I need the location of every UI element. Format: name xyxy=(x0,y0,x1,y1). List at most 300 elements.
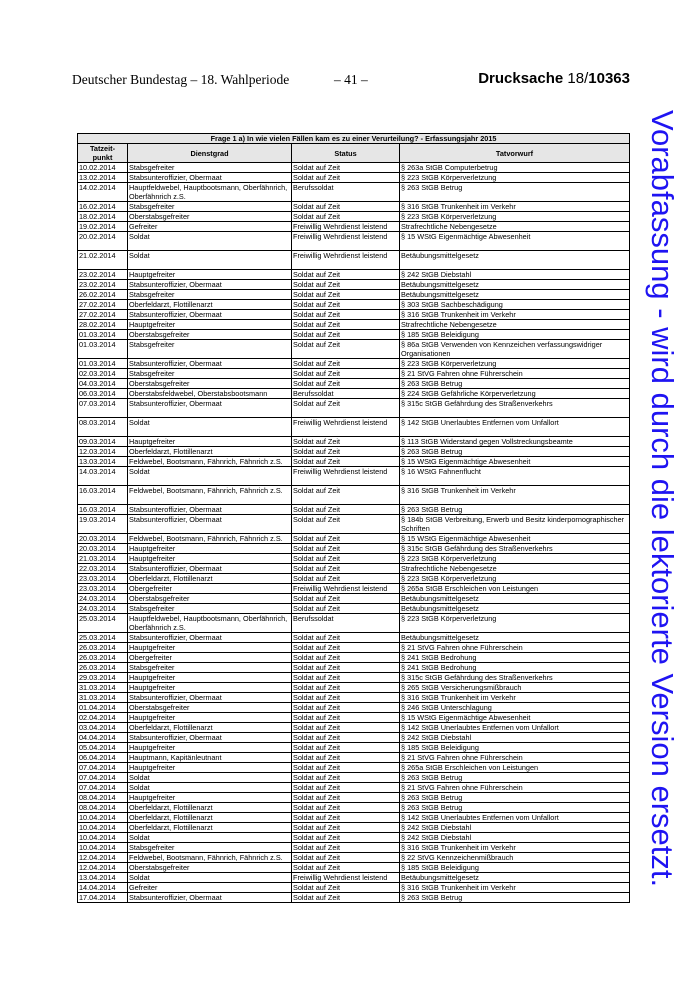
table-row xyxy=(78,743,630,753)
offense-cell: § 315c StGB Gefährdung des Straßenverkehrs xyxy=(400,399,630,418)
table-row xyxy=(78,723,630,733)
table-row xyxy=(78,212,630,222)
status-cell: Soldat auf Zeit xyxy=(292,893,400,903)
offense-cell: § 15 WStG Eigenmächtige Abwesenheit xyxy=(400,534,630,544)
status-cell: Soldat auf Zeit xyxy=(292,486,400,505)
rank-cell: Soldat xyxy=(128,773,292,783)
rank-cell: Hauptgefreiter xyxy=(128,673,292,683)
table-row xyxy=(78,515,630,534)
rank-cell: Oberfeldarzt, Flottillenarzt xyxy=(128,447,292,457)
table-row xyxy=(78,803,630,813)
offense-cell: § 265a StGB Erschleichen von Leistungen xyxy=(400,763,630,773)
date-cell: 12.04.2014 xyxy=(78,863,128,873)
rank-cell: Oberfeldarzt, Flottillenarzt xyxy=(128,813,292,823)
status-cell: Soldat auf Zeit xyxy=(292,300,400,310)
date-cell: 26.03.2014 xyxy=(78,653,128,663)
date-cell: 20.03.2014 xyxy=(78,544,128,554)
rank-cell: Oberstabsgefreiter xyxy=(128,330,292,340)
date-cell: 20.02.2014 xyxy=(78,232,128,251)
offense-cell: § 263 StGB Betrug xyxy=(400,773,630,783)
date-cell: 10.02.2014 xyxy=(78,163,128,173)
table-row xyxy=(78,418,630,437)
table-row xyxy=(78,173,630,183)
offense-cell: § 316 StGB Trunkenheit im Verkehr xyxy=(400,486,630,505)
rank-cell: Gefreiter xyxy=(128,222,292,232)
date-cell: 20.03.2014 xyxy=(78,534,128,544)
status-cell: Soldat auf Zeit xyxy=(292,673,400,683)
rank-cell: Hauptgefreiter xyxy=(128,743,292,753)
table-row xyxy=(78,763,630,773)
status-cell: Soldat auf Zeit xyxy=(292,564,400,574)
status-cell: Soldat auf Zeit xyxy=(292,743,400,753)
status-cell: Soldat auf Zeit xyxy=(292,863,400,873)
date-cell: 02.03.2014 xyxy=(78,369,128,379)
date-cell: 26.02.2014 xyxy=(78,290,128,300)
document-number xyxy=(478,70,630,87)
table-row xyxy=(78,683,630,693)
status-cell: Soldat auf Zeit xyxy=(292,793,400,803)
table-row xyxy=(78,574,630,584)
offense-cell: § 184b StGB Verbreitung, Erwerb und Besitz kinderpornographischer Schriften xyxy=(400,515,630,534)
rank-cell: Soldat xyxy=(128,251,292,270)
offense-cell: § 223 StGB Körperverletzung xyxy=(400,359,630,369)
table-row xyxy=(78,673,630,683)
table-row xyxy=(78,202,630,212)
offense-cell: § 315c StGB Gefährdung des Straßenverkehrs xyxy=(400,673,630,683)
offense-cell: § 21 StVG Fahren ohne Führerschein xyxy=(400,753,630,763)
table-row xyxy=(78,793,630,803)
table-row xyxy=(78,447,630,457)
table-row xyxy=(78,604,630,614)
table-row xyxy=(78,703,630,713)
offense-cell: § 242 StGB Diebstahl xyxy=(400,270,630,280)
date-cell: 13.04.2014 xyxy=(78,873,128,883)
table-row xyxy=(78,693,630,703)
table-row xyxy=(78,753,630,763)
status-cell: Soldat auf Zeit xyxy=(292,663,400,673)
status-cell: Soldat auf Zeit xyxy=(292,290,400,300)
rank-cell: Stabsgefreiter xyxy=(128,843,292,853)
offense-cell: Betäubungsmittelgesetz xyxy=(400,290,630,300)
status-cell: Soldat auf Zeit xyxy=(292,359,400,369)
watermark-text: Vorabfassung - wird durch die lektorierte Version ersetzt. xyxy=(645,110,680,888)
rank-cell: Stabsunteroffizier, Obermaat xyxy=(128,173,292,183)
date-cell: 13.02.2014 xyxy=(78,173,128,183)
offense-cell: § 142 StGB Unerlaubtes Entfernen vom Unfallort xyxy=(400,723,630,733)
table-row xyxy=(78,163,630,173)
status-cell: Soldat auf Zeit xyxy=(292,783,400,793)
offense-cell: § 16 WStG Fahnenflucht xyxy=(400,467,630,486)
status-cell: Soldat auf Zeit xyxy=(292,763,400,773)
status-cell: Soldat auf Zeit xyxy=(292,733,400,743)
date-cell: 21.02.2014 xyxy=(78,251,128,270)
status-cell: Soldat auf Zeit xyxy=(292,212,400,222)
offense-cell: § 86a StGB Verwenden von Kennzeichen verfassungswidriger Organisationen xyxy=(400,340,630,359)
offense-cell: Strafrechtliche Nebengesetze xyxy=(400,320,630,330)
status-cell: Soldat auf Zeit xyxy=(292,773,400,783)
date-cell: 14.02.2014 xyxy=(78,183,128,202)
date-cell: 10.04.2014 xyxy=(78,813,128,823)
date-cell: 29.03.2014 xyxy=(78,673,128,683)
page-number: – 41 – xyxy=(334,72,368,87)
status-cell: Soldat auf Zeit xyxy=(292,544,400,554)
date-cell: 25.03.2014 xyxy=(78,614,128,633)
rank-cell: Hauptgefreiter xyxy=(128,554,292,564)
status-cell: Soldat auf Zeit xyxy=(292,594,400,604)
status-cell: Soldat auf Zeit xyxy=(292,280,400,290)
table-row xyxy=(78,340,630,359)
table-row xyxy=(78,359,630,369)
offense-cell: § 224 StGB Gefährliche Körperverletzung xyxy=(400,389,630,399)
page-header xyxy=(72,70,630,92)
date-cell: 24.03.2014 xyxy=(78,604,128,614)
rank-cell: Hauptgefreiter xyxy=(128,683,292,693)
date-cell: 31.03.2014 xyxy=(78,683,128,693)
offense-cell: § 315c StGB Gefährdung des Straßenverkehrs xyxy=(400,544,630,554)
rank-cell: Stabsunteroffizier, Obermaat xyxy=(128,733,292,743)
offense-cell: § 223 StGB Körperverletzung xyxy=(400,212,630,222)
status-cell: Soldat auf Zeit xyxy=(292,833,400,843)
rank-cell: Stabsunteroffizier, Obermaat xyxy=(128,399,292,418)
offense-cell: Betäubungsmittelgesetz xyxy=(400,594,630,604)
convictions-table xyxy=(77,133,630,903)
offense-cell: § 316 StGB Trunkenheit im Verkehr xyxy=(400,202,630,212)
offense-cell: § 263 StGB Betrug xyxy=(400,893,630,903)
offense-cell: § 246 StGB Unterschlagung xyxy=(400,703,630,713)
rank-cell: Stabsgefreiter xyxy=(128,340,292,359)
table-row xyxy=(78,232,630,251)
date-cell: 06.03.2014 xyxy=(78,389,128,399)
status-cell: Freiwillig Wehrdienst leistend xyxy=(292,873,400,883)
date-cell: 07.04.2014 xyxy=(78,773,128,783)
rank-cell: Soldat xyxy=(128,418,292,437)
offense-cell: Betäubungsmittelgesetz xyxy=(400,873,630,883)
table-title: Frage 1 a) In wie vielen Fällen kam es zu einer Verurteilung? - Erfassungsjahr 2015 xyxy=(78,134,630,144)
status-cell: Soldat auf Zeit xyxy=(292,693,400,703)
rank-cell: Stabsunteroffizier, Obermaat xyxy=(128,359,292,369)
table-row xyxy=(78,310,630,320)
rank-cell: Oberstabsfeldwebel, Oberstabsbootsmann xyxy=(128,389,292,399)
table-row xyxy=(78,873,630,883)
offense-cell: § 185 StGB Beleidigung xyxy=(400,743,630,753)
date-cell: 13.03.2014 xyxy=(78,457,128,467)
status-cell: Soldat auf Zeit xyxy=(292,515,400,534)
rank-cell: Hauptmann, Kapitänleutnant xyxy=(128,753,292,763)
rank-cell: Oberstabsgefreiter xyxy=(128,594,292,604)
status-cell: Soldat auf Zeit xyxy=(292,399,400,418)
offense-cell: § 263a StGB Computerbetrug xyxy=(400,163,630,173)
status-cell: Soldat auf Zeit xyxy=(292,340,400,359)
rank-cell: Hauptgefreiter xyxy=(128,270,292,280)
offense-cell: § 21 StVG Fahren ohne Führerschein xyxy=(400,369,630,379)
table-body xyxy=(78,163,630,903)
table-row xyxy=(78,783,630,793)
status-cell: Soldat auf Zeit xyxy=(292,505,400,515)
rank-cell: Feldwebel, Bootsmann, Fähnrich, Fähnrich z.S. xyxy=(128,534,292,544)
status-cell: Soldat auf Zeit xyxy=(292,554,400,564)
table-row xyxy=(78,251,630,270)
date-cell: 22.03.2014 xyxy=(78,564,128,574)
table-row xyxy=(78,222,630,232)
offense-cell: § 263 StGB Betrug xyxy=(400,447,630,457)
status-cell: Soldat auf Zeit xyxy=(292,457,400,467)
date-cell: 12.04.2014 xyxy=(78,853,128,863)
offense-cell: § 223 StGB Körperverletzung xyxy=(400,173,630,183)
status-cell: Soldat auf Zeit xyxy=(292,703,400,713)
date-cell: 01.03.2014 xyxy=(78,340,128,359)
date-cell: 25.03.2014 xyxy=(78,633,128,643)
offense-cell: § 242 StGB Diebstahl xyxy=(400,833,630,843)
offense-cell: § 223 StGB Körperverletzung xyxy=(400,554,630,564)
offense-cell: § 316 StGB Trunkenheit im Verkehr xyxy=(400,693,630,703)
rank-cell: Stabsgefreiter xyxy=(128,202,292,212)
date-cell: 09.03.2014 xyxy=(78,437,128,447)
date-cell: 17.04.2014 xyxy=(78,893,128,903)
status-cell: Berufssoldat xyxy=(292,389,400,399)
date-cell: 23.02.2014 xyxy=(78,270,128,280)
rank-cell: Stabsunteroffizier, Obermaat xyxy=(128,893,292,903)
rank-cell: Stabsunteroffizier, Obermaat xyxy=(128,515,292,534)
date-cell: 24.03.2014 xyxy=(78,594,128,604)
rank-cell: Oberfeldarzt, Flottillenarzt xyxy=(128,300,292,310)
date-cell: 05.04.2014 xyxy=(78,743,128,753)
table-row xyxy=(78,773,630,783)
document-number-prefix: Drucksache xyxy=(478,70,564,87)
date-cell: 01.03.2014 xyxy=(78,330,128,340)
status-cell: Soldat auf Zeit xyxy=(292,330,400,340)
rank-cell: Oberfeldarzt, Flottillenarzt xyxy=(128,574,292,584)
rank-cell: Hauptgefreiter xyxy=(128,793,292,803)
status-cell: Soldat auf Zeit xyxy=(292,369,400,379)
offense-cell: § 223 StGB Körperverletzung xyxy=(400,574,630,584)
column-header-date: Tatzeit- punkt xyxy=(78,144,128,163)
table-row xyxy=(78,833,630,843)
date-cell: 06.04.2014 xyxy=(78,753,128,763)
date-cell: 31.03.2014 xyxy=(78,693,128,703)
status-cell: Berufssoldat xyxy=(292,183,400,202)
table-row xyxy=(78,534,630,544)
table-row xyxy=(78,853,630,863)
status-cell: Soldat auf Zeit xyxy=(292,753,400,763)
offense-cell: § 263 StGB Betrug xyxy=(400,793,630,803)
offense-cell: § 142 StGB Unerlaubtes Entfernen vom Unfallort xyxy=(400,813,630,823)
table-row xyxy=(78,505,630,515)
table-row xyxy=(78,843,630,853)
table-row xyxy=(78,663,630,673)
offense-cell: § 316 StGB Trunkenheit im Verkehr xyxy=(400,883,630,893)
publication-title: Deutscher Bundestag – 18. Wahlperiode xyxy=(72,72,290,87)
date-cell: 07.04.2014 xyxy=(78,763,128,773)
offense-cell: § 241 StGB Bedrohung xyxy=(400,663,630,673)
offense-cell: § 21 StVG Fahren ohne Führerschein xyxy=(400,783,630,793)
rank-cell: Feldwebel, Bootsmann, Fähnrich, Fähnrich z.S. xyxy=(128,486,292,505)
status-cell: Soldat auf Zeit xyxy=(292,320,400,330)
date-cell: 07.04.2014 xyxy=(78,783,128,793)
rank-cell: Stabsgefreiter xyxy=(128,163,292,173)
status-cell: Soldat auf Zeit xyxy=(292,534,400,544)
status-cell: Soldat auf Zeit xyxy=(292,723,400,733)
table-row xyxy=(78,270,630,280)
status-cell: Soldat auf Zeit xyxy=(292,270,400,280)
offense-cell: § 263 StGB Betrug xyxy=(400,379,630,389)
date-cell: 10.04.2014 xyxy=(78,843,128,853)
rank-cell: Feldwebel, Bootsmann, Fähnrich, Fähnrich z.S. xyxy=(128,853,292,863)
offense-cell: § 15 WStG Eigenmächtige Abwesenheit xyxy=(400,232,630,251)
offense-cell: § 15 WStG Eigenmächtige Abwesenheit xyxy=(400,713,630,723)
rank-cell: Hauptfeldwebel, Hauptbootsmann, Oberfähnrich, Oberfähnrich z.S. xyxy=(128,183,292,202)
offense-cell: § 316 StGB Trunkenheit im Verkehr xyxy=(400,843,630,853)
date-cell: 04.04.2014 xyxy=(78,733,128,743)
rank-cell: Soldat xyxy=(128,783,292,793)
status-cell: Soldat auf Zeit xyxy=(292,713,400,723)
date-cell: 10.04.2014 xyxy=(78,833,128,843)
table-row xyxy=(78,614,630,633)
status-cell: Soldat auf Zeit xyxy=(292,883,400,893)
date-cell: 08.03.2014 xyxy=(78,418,128,437)
offense-cell: § 241 StGB Bedrohung xyxy=(400,653,630,663)
rank-cell: Oberstabsgefreiter xyxy=(128,863,292,873)
offense-cell: Betäubungsmittelgesetz xyxy=(400,604,630,614)
rank-cell: Feldwebel, Bootsmann, Fähnrich, Fähnrich z.S. xyxy=(128,457,292,467)
date-cell: 27.02.2014 xyxy=(78,300,128,310)
status-cell: Soldat auf Zeit xyxy=(292,853,400,863)
rank-cell: Stabsgefreiter xyxy=(128,369,292,379)
table-row xyxy=(78,379,630,389)
date-cell: 16.02.2014 xyxy=(78,202,128,212)
table-row xyxy=(78,883,630,893)
table-row xyxy=(78,594,630,604)
date-cell: 21.03.2014 xyxy=(78,554,128,564)
date-cell: 26.03.2014 xyxy=(78,643,128,653)
table-row xyxy=(78,633,630,643)
offense-cell: § 242 StGB Diebstahl xyxy=(400,823,630,833)
table-row xyxy=(78,653,630,663)
offense-cell: Betäubungsmittelgesetz xyxy=(400,251,630,270)
date-cell: 14.03.2014 xyxy=(78,467,128,486)
status-cell: Soldat auf Zeit xyxy=(292,653,400,663)
offense-cell: § 22 StVG Kennzeichenmißbrauch xyxy=(400,853,630,863)
status-cell: Soldat auf Zeit xyxy=(292,823,400,833)
date-cell: 27.02.2014 xyxy=(78,310,128,320)
table-row xyxy=(78,369,630,379)
offense-cell: § 265 StGB Versicherungsmißbrauch xyxy=(400,683,630,693)
date-cell: 28.02.2014 xyxy=(78,320,128,330)
status-cell: Soldat auf Zeit xyxy=(292,633,400,643)
date-cell: 23.03.2014 xyxy=(78,574,128,584)
table-row xyxy=(78,399,630,418)
rank-cell: Oberfeldarzt, Flottillenarzt xyxy=(128,803,292,813)
status-cell: Freiwillig Wehrdienst leistend xyxy=(292,467,400,486)
status-cell: Berufssoldat xyxy=(292,614,400,633)
rank-cell: Stabsunteroffizier, Obermaat xyxy=(128,633,292,643)
status-cell: Soldat auf Zeit xyxy=(292,447,400,457)
table-row xyxy=(78,467,630,486)
date-cell: 26.03.2014 xyxy=(78,663,128,673)
date-cell: 02.04.2014 xyxy=(78,713,128,723)
date-cell: 19.03.2014 xyxy=(78,515,128,534)
table-row xyxy=(78,554,630,564)
table-row xyxy=(78,320,630,330)
table-row xyxy=(78,330,630,340)
offense-cell: Betäubungsmittelgesetz xyxy=(400,633,630,643)
status-cell: Soldat auf Zeit xyxy=(292,202,400,212)
rank-cell: Soldat xyxy=(128,873,292,883)
rank-cell: Obergefreiter xyxy=(128,584,292,594)
date-cell: 12.03.2014 xyxy=(78,447,128,457)
rank-cell: Stabsunteroffizier, Obermaat xyxy=(128,310,292,320)
status-cell: Soldat auf Zeit xyxy=(292,437,400,447)
date-cell: 07.03.2014 xyxy=(78,399,128,418)
status-cell: Soldat auf Zeit xyxy=(292,173,400,183)
offense-cell: § 185 StGB Beleidigung xyxy=(400,330,630,340)
offense-cell: § 263 StGB Betrug xyxy=(400,183,630,202)
table-row xyxy=(78,486,630,505)
date-cell: 03.04.2014 xyxy=(78,723,128,733)
table-row xyxy=(78,389,630,399)
watermark xyxy=(628,110,688,910)
date-cell: 19.02.2014 xyxy=(78,222,128,232)
rank-cell: Soldat xyxy=(128,232,292,251)
offense-cell: § 242 StGB Diebstahl xyxy=(400,733,630,743)
rank-cell: Stabsunteroffizier, Obermaat xyxy=(128,564,292,574)
rank-cell: Oberstabsgefreiter xyxy=(128,703,292,713)
table-row xyxy=(78,300,630,310)
offense-cell: § 265a StGB Erschleichen von Leistungen xyxy=(400,584,630,594)
rank-cell: Soldat xyxy=(128,467,292,486)
status-cell: Soldat auf Zeit xyxy=(292,163,400,173)
table-row xyxy=(78,823,630,833)
status-cell: Soldat auf Zeit xyxy=(292,813,400,823)
table-row xyxy=(78,437,630,447)
rank-cell: Stabsunteroffizier, Obermaat xyxy=(128,280,292,290)
table-row xyxy=(78,457,630,467)
table-row xyxy=(78,813,630,823)
offense-cell: § 15 WStG Eigenmächtige Abwesenheit xyxy=(400,457,630,467)
rank-cell: Stabsgefreiter xyxy=(128,663,292,673)
rank-cell: Hauptgefreiter xyxy=(128,713,292,723)
table-row xyxy=(78,584,630,594)
status-cell: Soldat auf Zeit xyxy=(292,683,400,693)
table-row xyxy=(78,643,630,653)
date-cell: 10.04.2014 xyxy=(78,823,128,833)
document-number-value: 10363 xyxy=(588,70,630,87)
date-cell: 16.03.2014 xyxy=(78,505,128,515)
table-row xyxy=(78,183,630,202)
status-cell: Soldat auf Zeit xyxy=(292,574,400,584)
table-row xyxy=(78,893,630,903)
table-row xyxy=(78,564,630,574)
rank-cell: Hauptgefreiter xyxy=(128,320,292,330)
rank-cell: Oberfeldarzt, Flottillenarzt xyxy=(128,823,292,833)
date-cell: 23.02.2014 xyxy=(78,280,128,290)
offense-cell: § 263 StGB Betrug xyxy=(400,505,630,515)
rank-cell: Soldat xyxy=(128,833,292,843)
document-number-period: 18/ xyxy=(567,70,589,87)
rank-cell: Stabsunteroffizier, Obermaat xyxy=(128,693,292,703)
offense-cell: § 263 StGB Betrug xyxy=(400,803,630,813)
rank-cell: Hauptfeldwebel, Hauptbootsmann, Oberfähnrich, Oberfähnrich z.S. xyxy=(128,614,292,633)
offense-cell: § 223 StGB Körperverletzung xyxy=(400,614,630,633)
offense-cell: § 185 StGB Beleidigung xyxy=(400,863,630,873)
table-row xyxy=(78,713,630,723)
rank-cell: Oberstabsgefreiter xyxy=(128,379,292,389)
status-cell: Freiwillig Wehrdienst leistend xyxy=(292,232,400,251)
column-header-offense: Tatvorwurf xyxy=(400,144,630,163)
table-row xyxy=(78,733,630,743)
column-header-rank: Dienstgrad xyxy=(128,144,292,163)
table-row xyxy=(78,280,630,290)
offense-cell: § 142 StGB Unerlaubtes Entfernen vom Unfallort xyxy=(400,418,630,437)
